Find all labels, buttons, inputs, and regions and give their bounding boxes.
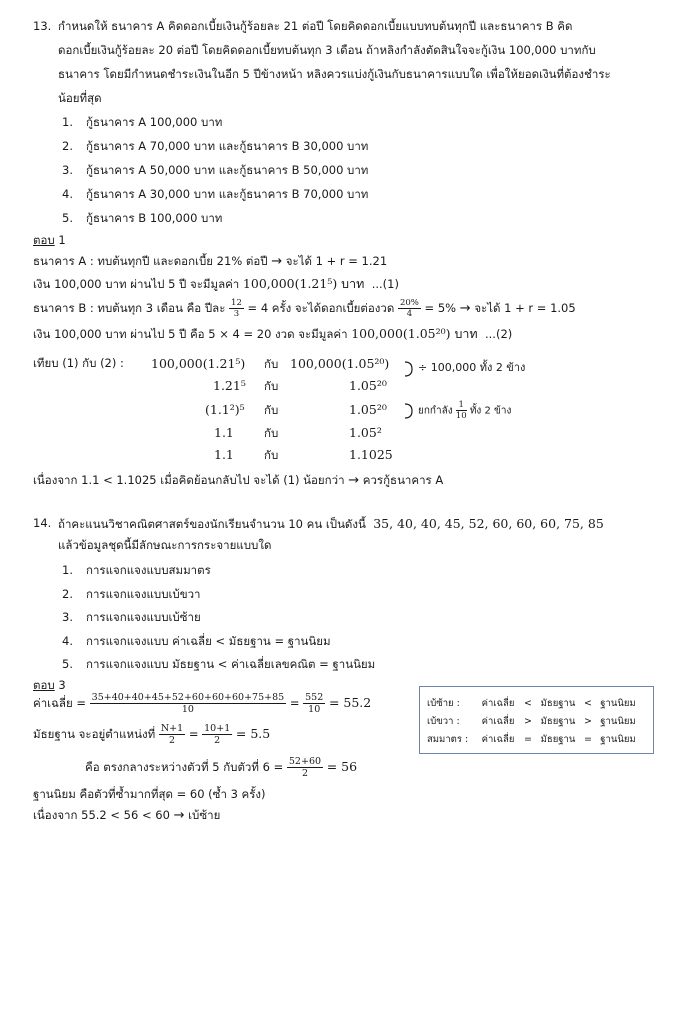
q14-choice-5-num: 5. [62, 657, 73, 671]
median-label: มัธยฐาน จะอยู่ตำแหน่งที่ [33, 727, 156, 741]
fraction-20pct-4: $\frac{20\%}{4}$ [399, 298, 419, 319]
q14-conclusion-result: เบ้ซ้าย [188, 808, 221, 822]
skew-row-symmetric: สมมาตร : ค่าเฉลี่ย = มัธยฐาน = ฐานนิยม [427, 734, 636, 745]
q14-mode-line: ฐานนิยม คือตัวที่ซ้ำมากที่สุด = 60 (ซ้ำ 3 ครั้ง) [33, 787, 266, 801]
q13-answer-label: ตอบ [33, 233, 55, 247]
compare-label: เทียบ (1) กับ (2) : [33, 356, 124, 370]
bank-b-value: 100,000(1.05²⁰) บาท [351, 326, 478, 341]
q14-conclusion-text: เนื่องจาก 55.2 < 56 < 60 [33, 808, 170, 822]
q14-conclusion [33, 808, 220, 823]
q14-answer-value: 3 [58, 678, 66, 692]
q13-number: 13. [33, 19, 52, 33]
q13-choice-4-num: 4. [62, 187, 73, 201]
q13-answer-value: 1 [58, 233, 66, 247]
compare-mid-5: กับ [264, 448, 279, 462]
fraction-mean-sum: $\frac{35+40+40+45+52+60+60+60+75+85}{10}$ [91, 692, 285, 715]
compare-mid-2: กับ [264, 379, 279, 393]
bank-b-value-desc: เงิน 100,000 บาท ผ่านไป 5 ปี คือ 5 × 4 = 20 งวด จะมีมูลค่า [33, 327, 348, 341]
q13-conclusion-text: เนื่องจาก 1.1 < 1.1025 เมื่อคิดย้อนกลับไป จะได้ (1) น้อยกว่า [33, 473, 345, 487]
q13-answer [33, 233, 66, 248]
eq-label-2: ...(2) [484, 327, 513, 341]
median-desc: คือ ตรงกลางระหว่างตัวที่ 5 กับตัวที่ 6 = [85, 760, 284, 774]
arrow-right-icon: → [459, 301, 471, 316]
q13-choice-4: กู้ธนาคาร A 30,000 บาท และกู้ธนาคาร B 70,000 บาท [86, 187, 369, 201]
q14-score-list: 35, 40, 40, 45, 52, 60, 60, 60, 75, 85 [373, 516, 604, 531]
q13-conclusion [33, 473, 443, 488]
skew-row-left: เบ้ซ้าย : ค่าเฉลี่ย < มัธยฐาน < ฐานนิยม [427, 698, 636, 709]
arrow-right-icon: → [173, 808, 185, 823]
bank-a-value-desc: เงิน 100,000 บาท ผ่านไป 5 ปี จะมีมูลค่า [33, 277, 240, 291]
q14-answer-label: ตอบ [33, 678, 55, 692]
q14-choice-3-num: 3. [62, 610, 73, 624]
mean-result: = 55.2 [328, 695, 372, 710]
curved-bracket-icon [403, 402, 415, 420]
q13-text-line-2: ดอกเบี้ยเงินกู้ร้อยละ 20 ต่อปี โดยคิดดอกเบี้ยทบต้นทุก 3 เดือน ถ้าหลิงกำลังตัดสินใจจะกู้เงิน 100,000 บาทกับ [58, 43, 596, 57]
median-position: = 5.5 [235, 726, 271, 741]
q14-median-line: มัธยฐาน จะอยู่ตำแหน่งที่ $\frac{N+1}{2}$ = $\frac{10+1}{2}$ = 5.5 [33, 723, 271, 746]
fraction-112-over-2: $\frac{52+60}{2}$ [288, 756, 322, 779]
skew-row-right: เบ้ขวา : ค่าเฉลี่ย > มัธยฐาน > ฐานนิยม [427, 716, 636, 727]
fraction-12-3: $\frac{12}{3}$ [231, 298, 242, 319]
q13-choice-3: กู้ธนาคาร A 50,000 บาท และกู้ธนาคาร B 50,000 บาท [86, 163, 369, 177]
q13-choice-1-num: 1. [62, 115, 73, 129]
q13-text-line-1: กำหนดให้ ธนาคาร A คิดดอกเบี้ยเงินกู้ร้อยละ 21 ต่อปี โดยคิดดอกเบี้ยแบบทบต้นทุกปี และธนาคาร B คิด [58, 19, 573, 33]
q13-sol-line-2 [33, 276, 399, 292]
compare-mid-3: กับ [264, 403, 279, 417]
q14-mean-line: ค่าเฉลี่ย = $\frac{35+40+40+45+52+60+60+60+75+85}{10}$ = $\frac{552}{10}$ = 55.2 [33, 692, 372, 715]
curved-bracket-icon [403, 360, 415, 378]
q14-choice-2-num: 2. [62, 587, 73, 601]
q13-conclusion-result: ควรกู้ธนาคาร A [362, 473, 444, 487]
compare-right-1: 100,000(1.05²⁰) [290, 356, 390, 371]
fraction-11-over-2: $\frac{10+1}{2}$ [204, 723, 231, 746]
q13-sol-line-4 [33, 326, 512, 342]
q13-text-line-3: ธนาคาร โดยมีกำหนดชำระเงินในอีก 5 ปีข้างหน้า หลิงควรแบ่งกู้เงินกับธนาคารแบบใด เพื่อให้ยอดเงินที่ต้องชำระ [58, 67, 611, 81]
eq-label-1: ...(1) [371, 277, 399, 291]
fraction-n-plus-1-over-2: $\frac{N+1}{2}$ [160, 723, 184, 746]
q13-choice-1: กู้ธนาคาร A 100,000 บาท [86, 115, 223, 129]
compare-left-2: 1.21⁵ [213, 378, 246, 393]
q14-choice-3: การแจกแจงแบบเบ้ซ้าย [86, 610, 201, 624]
q14-choice-5: การแจกแจงแบบ มัธยฐาน < ค่าเฉลี่ยเลขคณิต = ฐานนิยม [86, 657, 376, 671]
compare-left-3: (1.1²)⁵ [205, 402, 245, 417]
bank-b-desc: ธนาคาร B : ทบต้นทุก 3 เดือน คือ ปีละ [33, 301, 226, 315]
bank-b-rate: จะได้ 1 + r = 1.05 [474, 301, 576, 315]
compare-left-5: 1.1 [214, 447, 234, 462]
q14-text-line-1: ถ้าคะแนนวิชาคณิตศาสตร์ของนักเรียนจำนวน 10 คน เป็นดังนี้ 35, 40, 40, 45, 52, 60, 60, 60, 75, 85 [58, 516, 604, 531]
q13-choice-5: กู้ธนาคาร B 100,000 บาท [86, 211, 223, 225]
q13-choice-2-num: 2. [62, 139, 73, 153]
q14-choice-4-num: 4. [62, 634, 73, 648]
q13-choice-3-num: 3. [62, 163, 73, 177]
skew-reference-box [419, 686, 654, 754]
fraction-1-10: $\frac{1}{10}$ [455, 400, 467, 421]
compare-mid-1: กับ [264, 357, 279, 371]
q14-number: 14. [33, 516, 52, 530]
compare-right-5: 1.1025 [349, 447, 393, 462]
q14-choice-2: การแจกแจงแบบเบ้ขวา [86, 587, 201, 601]
q14-choice-1-num: 1. [62, 563, 73, 577]
q14-choice-1: การแจกแจงแบบสมมาตร [86, 563, 211, 577]
arrow-right-icon: → [271, 254, 283, 269]
compare-mid-4: กับ [264, 426, 279, 440]
compare-right-2: 1.05²⁰ [349, 378, 387, 393]
q14-text-line-2: แล้วข้อมูลชุดนี้มีลักษณะการกระจายแบบใด [58, 538, 272, 552]
q13-sol-line-3 [33, 297, 576, 320]
compare-right-3: 1.05²⁰ [349, 402, 387, 417]
bank-a-desc: ธนาคาร A : ทบต้นทุกปี และดอกเบี้ย 21% ต่อปี [33, 254, 268, 268]
bank-b-period-rate: = 5% [424, 301, 457, 315]
compare-left-4: 1.1 [214, 425, 234, 440]
note-divide: ÷ 100,000 ทั้ง 2 ข้าง [418, 361, 526, 374]
arrow-right-icon: → [348, 473, 360, 488]
q13-text-line-4: น้อยที่สุด [58, 91, 102, 105]
q14-median-value-line [85, 754, 357, 780]
compare-left-1: 100,000(1.21⁵) [151, 356, 246, 371]
fraction-552-10: $\frac{552}{10}$ [305, 692, 324, 715]
bank-a-rate: จะได้ 1 + r = 1.21 [285, 254, 388, 268]
compare-right-4: 1.05² [349, 425, 382, 440]
bank-a-value: 100,000(1.21⁵) บาท [242, 276, 365, 291]
median-value: = 56 [326, 759, 358, 774]
mean-label: ค่าเฉลี่ย = [33, 696, 86, 710]
q13-choice-2: กู้ธนาคาร A 70,000 บาท และกู้ธนาคาร B 30,000 บาท [86, 139, 369, 153]
q13-choice-5-num: 5. [62, 211, 73, 225]
bank-b-periods: = 4 ครั้ง จะได้ดอกเบี้ยต่องวด [247, 301, 395, 315]
q13-sol-line-1 [33, 254, 387, 269]
q14-choice-4: การแจกแจงแบบ ค่าเฉลี่ย < มัธยฐาน = ฐานนิยม [86, 634, 331, 648]
note-power: ยกกำลัง $\frac{1}{10}$ ทั้ง 2 ข้าง [418, 400, 512, 421]
